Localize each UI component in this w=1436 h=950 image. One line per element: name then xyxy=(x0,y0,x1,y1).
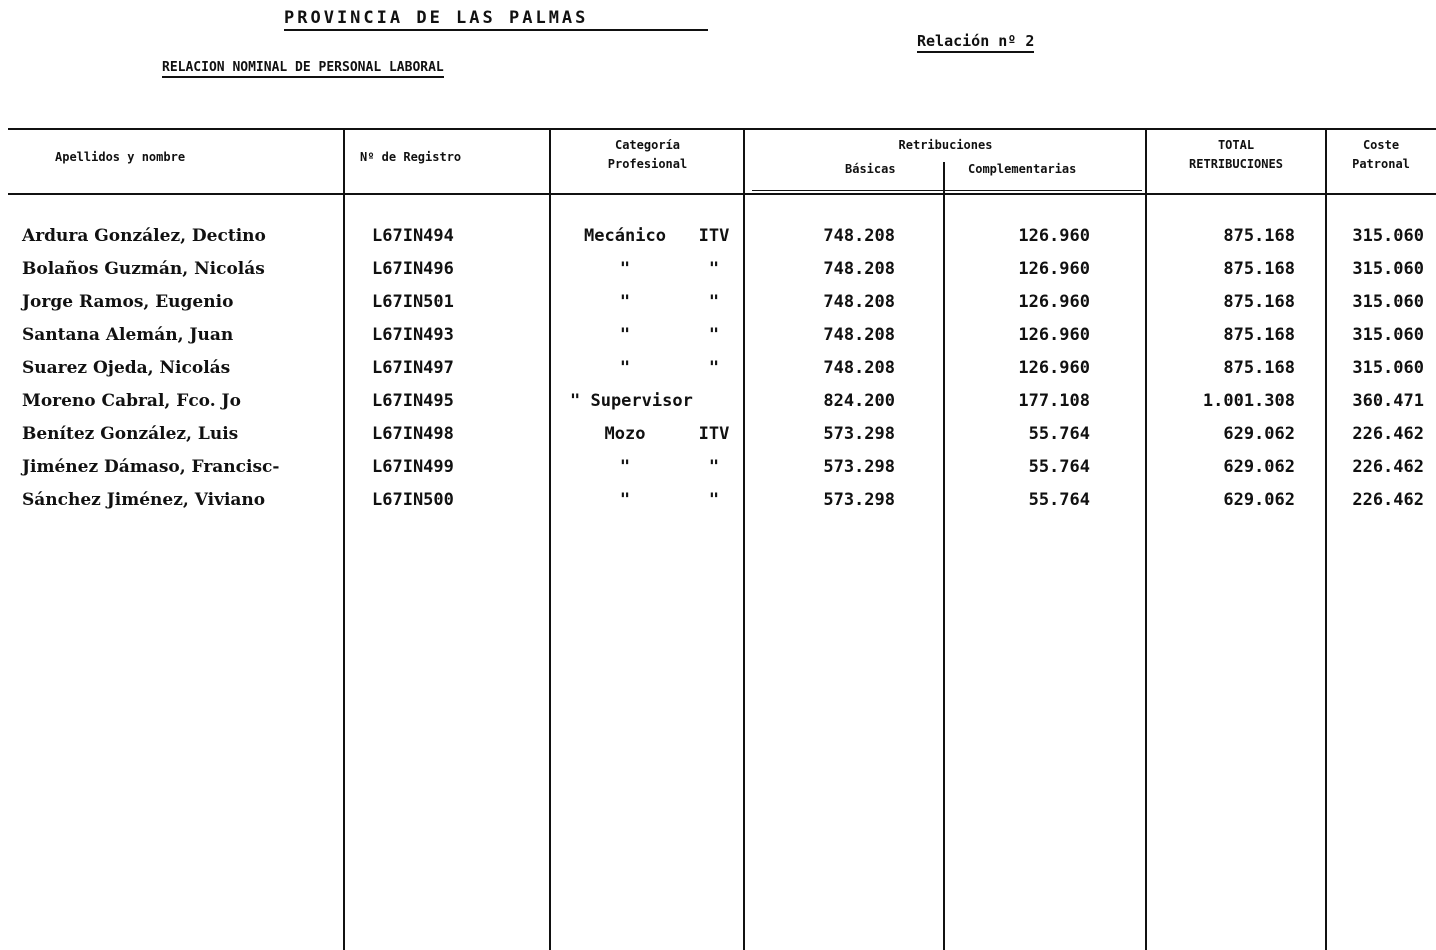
cell-total: 875.168 xyxy=(1223,259,1295,279)
cell-name: Jorge Ramos, Eugenio xyxy=(22,292,234,312)
cell-name: Moreno Cabral, Fco. Jo xyxy=(22,391,241,411)
retribuciones-subdivider xyxy=(752,190,1142,191)
relation-number: Relación nº 2 xyxy=(917,32,1034,53)
cell-categoria: Mecánico xyxy=(584,226,666,246)
col-divider-3 xyxy=(743,128,745,950)
cell-basicas: 573.298 xyxy=(823,490,895,510)
cell-categoria-sub: " xyxy=(708,259,720,279)
cell-basicas: 748.208 xyxy=(823,325,895,345)
cell-coste: 315.060 xyxy=(1352,226,1424,246)
province-title: PROVINCIA DE LAS PALMAS xyxy=(284,8,708,31)
cell-categoria-sub: ITV xyxy=(698,226,730,246)
col-divider-2 xyxy=(549,128,551,950)
table-top-border xyxy=(8,128,1436,130)
cell-categoria: " xyxy=(619,457,631,477)
cell-complementarias: 55.764 xyxy=(1028,424,1090,444)
cell-coste: 226.462 xyxy=(1352,424,1424,444)
col-header-retribuciones: Retribuciones xyxy=(898,138,993,152)
cell-categoria: " Supervisor xyxy=(570,391,693,411)
cell-registro: L67IN494 xyxy=(372,226,454,246)
cell-basicas: 748.208 xyxy=(823,358,895,378)
cell-basicas: 824.200 xyxy=(823,391,895,411)
cell-categoria-sub: " xyxy=(708,457,720,477)
cell-total: 875.168 xyxy=(1223,226,1295,246)
cell-categoria: " xyxy=(619,292,631,312)
cell-registro: L67IN501 xyxy=(372,292,454,312)
cell-total: 629.062 xyxy=(1223,457,1295,477)
col-header-basicas: Básicas xyxy=(845,162,896,176)
col-header-complementarias: Complementarias xyxy=(968,162,1077,176)
cell-categoria: " xyxy=(619,358,631,378)
cell-categoria-sub: " xyxy=(708,292,720,312)
cell-complementarias: 55.764 xyxy=(1028,457,1090,477)
document-subtitle: RELACION NOMINAL DE PERSONAL LABORAL xyxy=(162,60,444,78)
cell-coste: 315.060 xyxy=(1352,259,1424,279)
table-header-border xyxy=(8,193,1436,195)
cell-registro: L67IN497 xyxy=(372,358,454,378)
cell-categoria: " xyxy=(619,325,631,345)
cell-coste: 315.060 xyxy=(1352,358,1424,378)
col-header-coste: Coste Patronal xyxy=(1352,138,1410,171)
cell-basicas: 748.208 xyxy=(823,226,895,246)
cell-basicas: 748.208 xyxy=(823,292,895,312)
cell-coste: 226.462 xyxy=(1352,490,1424,510)
cell-complementarias: 126.960 xyxy=(1018,226,1090,246)
cell-name: Santana Alemán, Juan xyxy=(22,325,234,345)
col-header-registro: Nº de Registro xyxy=(360,150,462,164)
cell-coste: 226.462 xyxy=(1352,457,1424,477)
cell-complementarias: 126.960 xyxy=(1018,292,1090,312)
cell-total: 629.062 xyxy=(1223,424,1295,444)
cell-name: Suarez Ojeda, Nicolás xyxy=(22,358,231,378)
col-divider-5 xyxy=(1145,128,1147,950)
cell-registro: L67IN495 xyxy=(372,391,454,411)
cell-categoria-sub: " xyxy=(708,325,720,345)
cell-categoria: Mozo xyxy=(604,424,646,444)
cell-complementarias: 55.764 xyxy=(1028,490,1090,510)
cell-total: 875.168 xyxy=(1223,325,1295,345)
cell-coste: 315.060 xyxy=(1352,325,1424,345)
cell-categoria: " xyxy=(619,490,631,510)
cell-complementarias: 126.960 xyxy=(1018,259,1090,279)
cell-name: Benítez González, Luis xyxy=(22,424,239,444)
cell-categoria: " xyxy=(619,259,631,279)
cell-registro: L67IN493 xyxy=(372,325,454,345)
cell-basicas: 573.298 xyxy=(823,424,895,444)
cell-total: 1.001.308 xyxy=(1202,391,1295,411)
cell-complementarias: 177.108 xyxy=(1018,391,1090,411)
cell-name: Bolaños Guzmán, Nicolás xyxy=(22,259,265,279)
cell-categoria-sub: " xyxy=(708,358,720,378)
cell-name: Sánchez Jiménez, Viviano xyxy=(22,490,266,510)
cell-total: 875.168 xyxy=(1223,358,1295,378)
cell-registro: L67IN496 xyxy=(372,259,454,279)
cell-name: Jiménez Dámaso, Francisc- xyxy=(22,457,280,477)
cell-registro: L67IN499 xyxy=(372,457,454,477)
cell-total: 875.168 xyxy=(1223,292,1295,312)
cell-total: 629.062 xyxy=(1223,490,1295,510)
cell-basicas: 573.298 xyxy=(823,457,895,477)
col-header-name: Apellidos y nombre xyxy=(55,150,186,164)
col-header-categoria: Categoría Profesional xyxy=(607,138,688,171)
cell-complementarias: 126.960 xyxy=(1018,325,1090,345)
cell-complementarias: 126.960 xyxy=(1018,358,1090,378)
cell-name: Ardura González, Dectino xyxy=(22,226,266,246)
cell-basicas: 748.208 xyxy=(823,259,895,279)
col-divider-4 xyxy=(943,162,945,950)
cell-registro: L67IN500 xyxy=(372,490,454,510)
cell-categoria-sub: ITV xyxy=(698,424,730,444)
cell-coste: 360.471 xyxy=(1352,391,1424,411)
col-divider-1 xyxy=(343,128,345,950)
cell-registro: L67IN498 xyxy=(372,424,454,444)
col-divider-6 xyxy=(1325,128,1327,950)
cell-coste: 315.060 xyxy=(1352,292,1424,312)
col-header-total: TOTAL RETRIBUCIONES xyxy=(1189,138,1283,171)
cell-categoria-sub: " xyxy=(708,490,720,510)
